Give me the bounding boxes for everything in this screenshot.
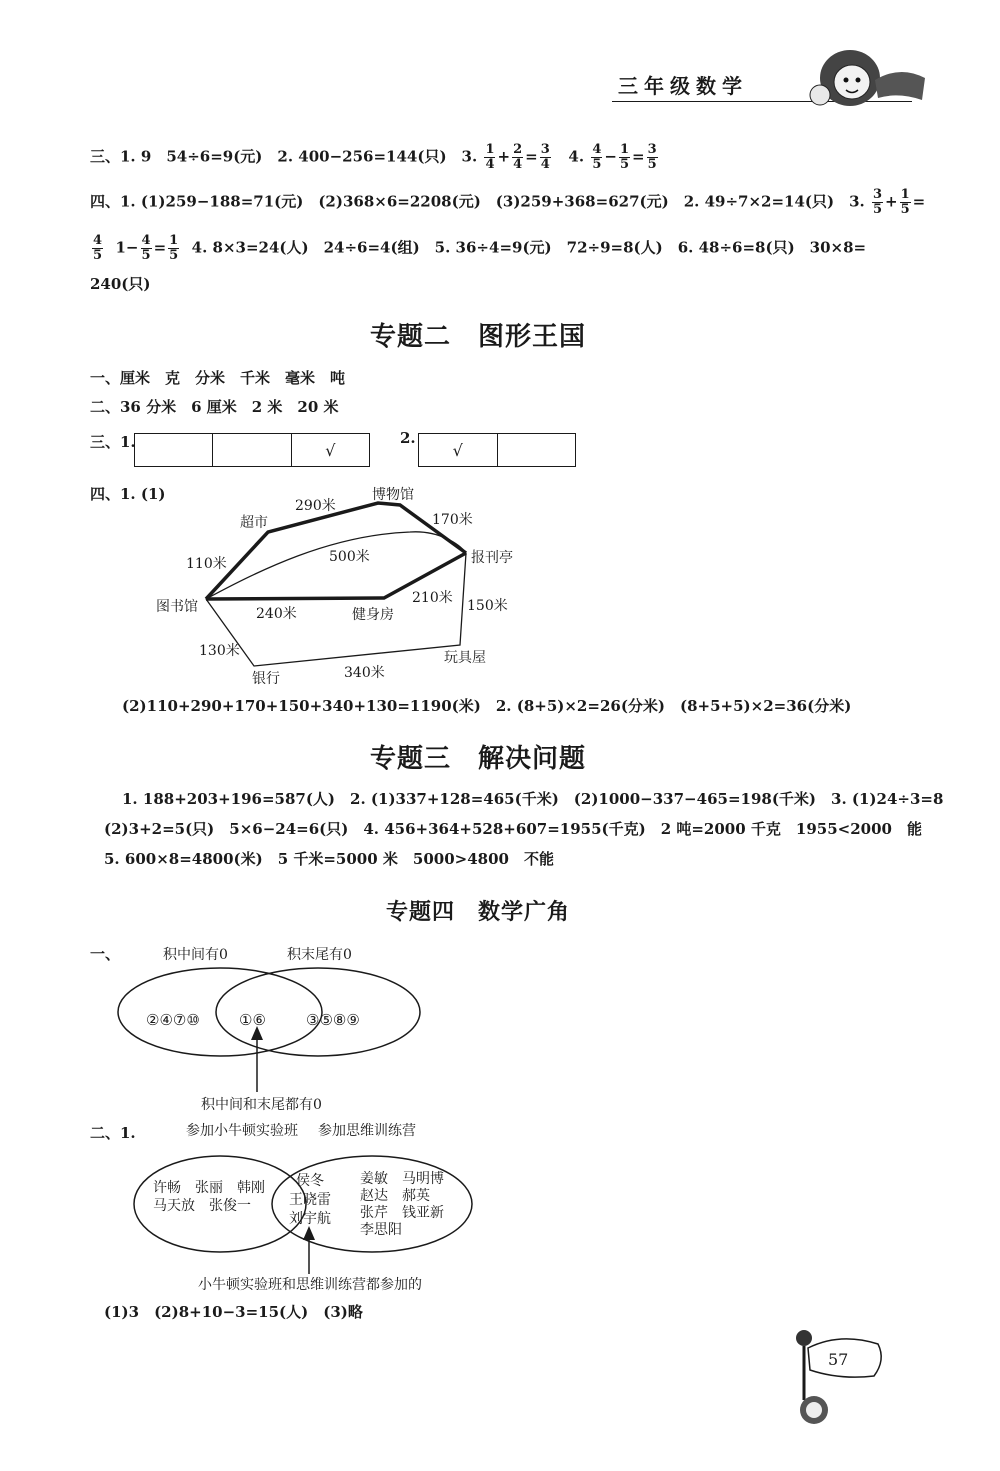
topic-2-perimeter-answers: (2)110+290+170+150+340+130=1190(米) 2. (8+5)×2=26(分米) (8+5+5)×2=36(分米) [122, 697, 852, 715]
answer-cell-checked: √ [325, 440, 336, 460]
topic-4-title: 专题四 数学广角 [386, 900, 571, 925]
distance-340: 340米 [344, 665, 385, 681]
venn-1-intersection: ①⑥ [239, 1011, 266, 1029]
distance-170: 170米 [432, 512, 473, 528]
topic-2-part-2: 二、36 分米 6 厘米 2 米 20 米 [90, 398, 339, 416]
venn-2-mid-row-1: 侯冬 [296, 1173, 324, 1189]
answer-cell-checked: √ [419, 434, 498, 466]
venn-2-left-title: 参加小牛顿实验班 [186, 1123, 298, 1139]
venn-1-right-title: 积末尾有0 [287, 947, 352, 963]
venn-2-left-row-2: 马天放 张俊一 [153, 1198, 251, 1214]
venn-1-label: 一、 [90, 945, 121, 963]
venn-2-arrow-label: 小牛顿实验班和思维训练营都参加的 [198, 1277, 422, 1293]
section-4-answers-line2: $\frac{4}{5}$ 1− $\frac{4}{5}$ = $\frac{1}{5}$ 4. 8×3=24(人) 24÷6=4(组) 5. 36÷4=9(元) 72÷9=8(人) 6. 48÷6=8(只) 30×8= [93, 233, 867, 263]
venn-2-answers: (1)3 (2)8+10−3=15(人) (3)略 [104, 1303, 363, 1321]
topic-3-title: 专题三 解决问题 [370, 744, 587, 774]
venn-1-left-set: ②④⑦⑩ [146, 1011, 200, 1029]
venn-2-right-row-1: 姜敏 马明博 [360, 1171, 444, 1187]
venn-2-right-row-2: 赵达 郝英 [360, 1188, 430, 1204]
map-label-bank: 银行 [252, 671, 280, 687]
venn-2-right-row-3: 张芹 钱亚新 [360, 1205, 444, 1221]
header-title: 三年级数学 [618, 74, 748, 98]
page-number-mascot-icon [790, 1320, 900, 1430]
distance-110: 110米 [186, 556, 227, 572]
topic-3-line-2: (2)3+2=5(只) 5×6−24=6(只) 4. 456+364+528+607=1955(千克) 2 吨=2000 千克 1955<2000 能 [104, 820, 922, 838]
distance-500: 500米 [329, 549, 370, 565]
venn-2-right-title: 参加思维训练营 [318, 1123, 416, 1139]
venn-2-label: 二、1. [90, 1124, 136, 1142]
section-3-answers: 三、1. 9 54÷6=9(元) 2. 400−256=144(只) 3. $\frac{1}{4}$ + $\frac{2}{4}$ = $\frac{3}{4}$ 4. $\frac{4}{5}$ − $\frac{1}{5}$ = $\frac{3}{5}$ [90, 142, 657, 172]
section-4-answers-line3: 240(只) [90, 275, 151, 293]
venn-1-diagram [0, 960, 1000, 1120]
distance-130: 130米 [199, 643, 240, 659]
map-label-museum: 博物馆 [372, 487, 414, 503]
distance-240: 240米 [256, 606, 297, 622]
distance-150: 150米 [467, 598, 508, 614]
topic-2-title: 专题二 图形王国 [370, 322, 587, 352]
topic-2-part-4-label: 四、1. (1) [90, 485, 166, 503]
venn-2-mid-row-2: 王晓雷 [289, 1192, 331, 1208]
venn-2-left-row-1: 许畅 张丽 韩刚 [153, 1180, 265, 1196]
topic-2-part-3-label-2: 2. [400, 429, 416, 447]
map-label-newsstand: 报刊亭 [471, 550, 513, 566]
venn-2-mid-row-3: 刘宇航 [289, 1211, 331, 1227]
topic-3-line-1: 1. 188+203+196=587(人) 2. (1)337+128=465(千米) (2)1000−337−465=198(千米) 3. (1)24÷3=8 [122, 790, 944, 808]
venn-2-diagram [0, 1140, 1000, 1280]
topic-2-part-1: 一、厘米 克 分米 千米 毫米 吨 [90, 369, 346, 387]
distance-290: 290米 [295, 498, 336, 514]
map-label-supermarket: 超市 [240, 515, 268, 531]
venn-1-arrow-label: 积中间和末尾都有0 [201, 1097, 322, 1113]
venn-2-right-row-4: 李思阳 [360, 1222, 402, 1238]
venn-1-left-title: 积中间有0 [163, 947, 228, 963]
topic-3-line-3: 5. 600×8=4800(米) 5 千米=5000 米 5000>4800 不能 [104, 850, 554, 868]
map-label-gym: 健身房 [352, 607, 394, 623]
map-label-library: 图书馆 [156, 599, 198, 615]
page-number: 57 [828, 1350, 849, 1369]
venn-1-right-set: ③⑤⑧⑨ [306, 1011, 360, 1029]
topic-2-part-3-label: 三、1. [90, 433, 136, 451]
distance-210: 210米 [412, 590, 453, 606]
map-label-toyhouse: 玩具屋 [444, 650, 486, 666]
section-4-answers-line1: 四、1. (1)259−188=71(元) (2)368×6=2208(元) (3)259+368=627(元) 2. 49÷7×2=14(只) 3. $\frac{3}{5}$ + $\frac{1}{5}$ = [90, 187, 926, 217]
